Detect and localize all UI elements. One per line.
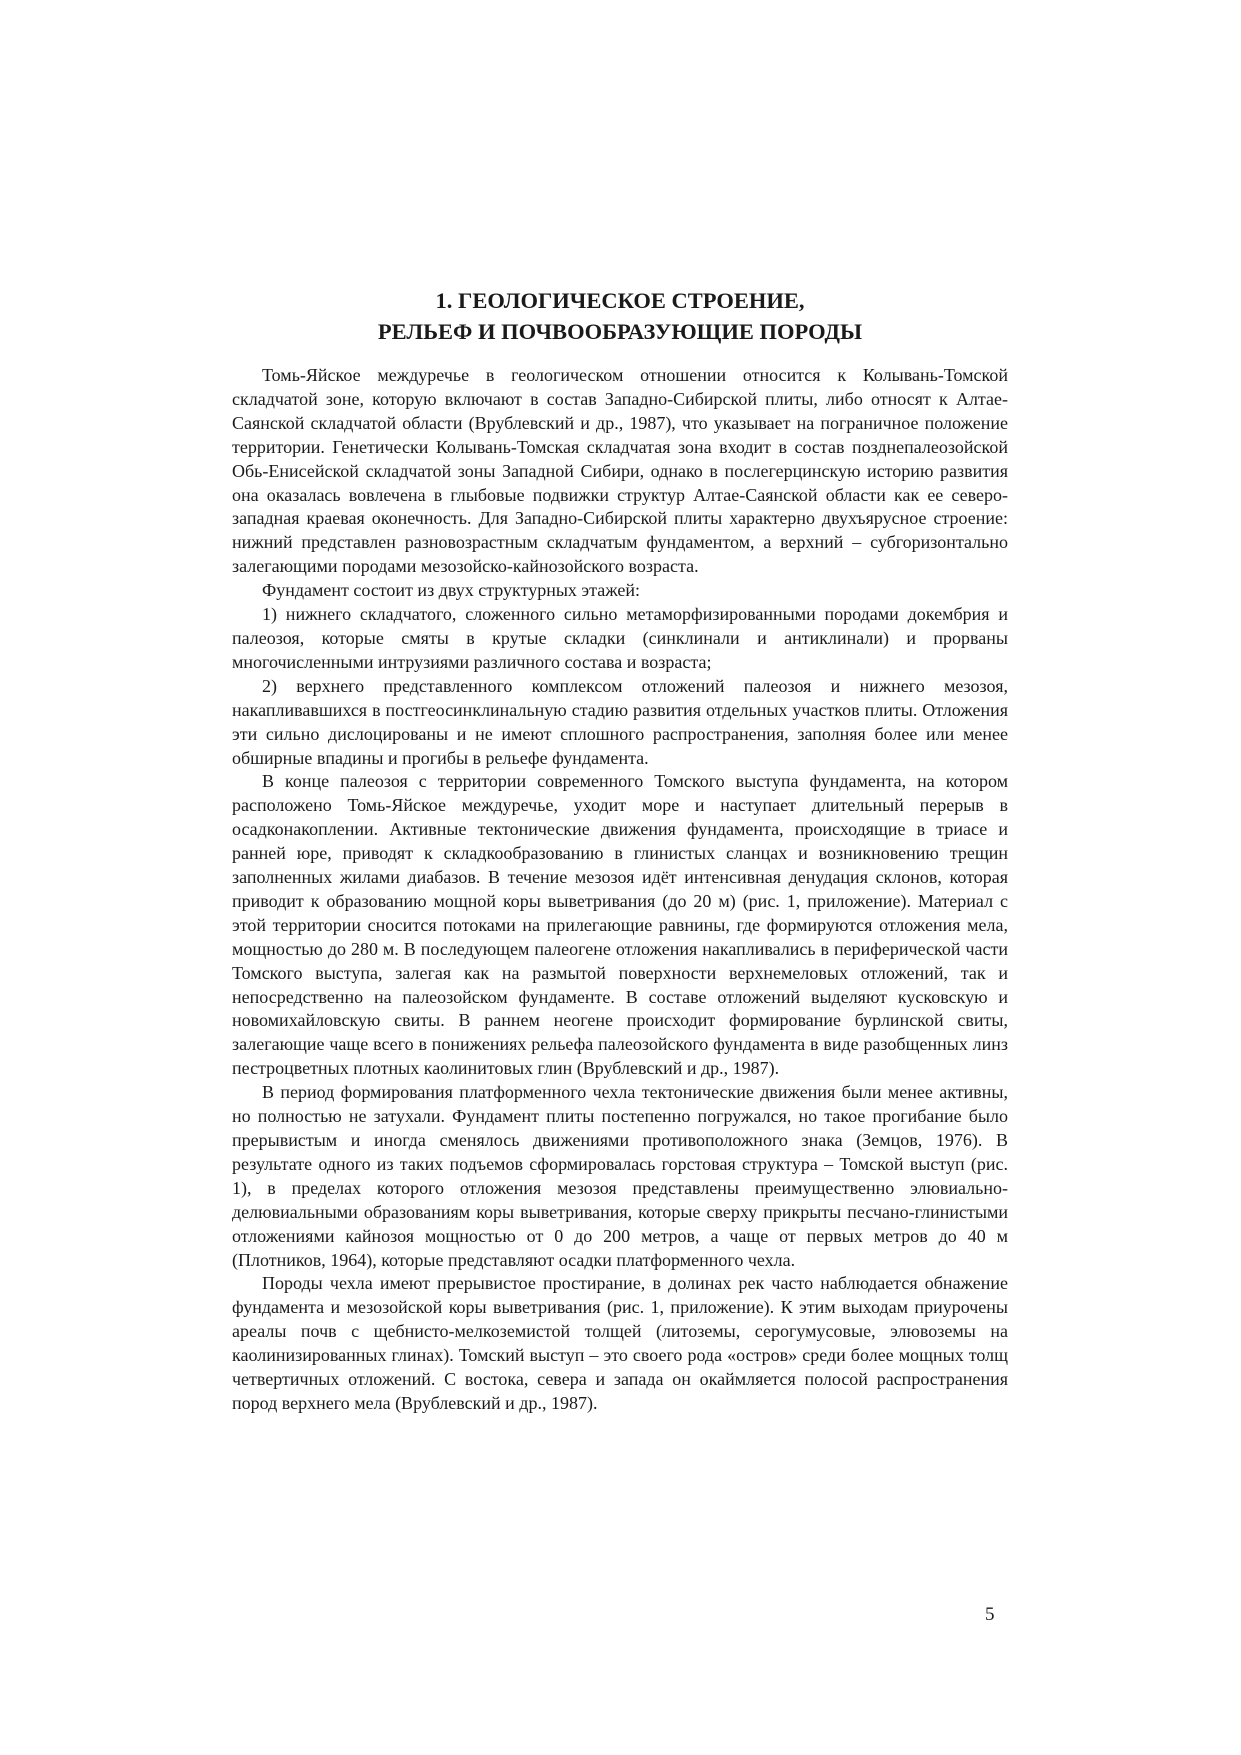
section-title-line-1: 1. ГЕОЛОГИЧЕСКОЕ СТРОЕНИЕ, bbox=[435, 288, 805, 313]
paragraph-paleozoic: В конце палеозоя с территории современного Томского выступа фундамента, на котором расположено Томь-Яйское междуречье, уходит море и наступает длительный перерыв в осадконакоплении. Активные тектонические движения фундамента, происходящие в триасе и ранней юре, приводят к складкообразованию в глинистых сланцах и возникновению трещин заполненных жилами диабазов. В течение мезозоя идёт интенсивная денудация склонов, которая приводит к образованию мощной коры выветривания (до 20 м) (рис. 1, приложение). Материал с этой территории сносится потоками на прилегающие равнины, где формируются отложения мела, мощностью до 280 м. В последующем палеогене отложения накапливались в периферической части Томского выступа, залегая как на размытой поверхности верхнемеловых отложений, так и непосредственно на палеозойском фундаменте. В составе отложений выделяют кусковскую и новомихайловскую свиты. В раннем неогене происходит формирование бурлинской свиты, залегающие чаще всего в понижениях рельефа палеозойского фундамента в виде разобщенных линз пестроцветных плотных каолинитовых глин (Врублевский и др., 1987). bbox=[232, 771, 1008, 1079]
paragraph-intro: Томь-Яйское междуречье в геологическом отношении относится к Колывань-Томской складчатой зоне, которую включают в состав Западно-Сибирской плиты, либо относят к Алтае-Саянской складчатой области (Врублевский и др., 1987), что указывает на пограничное положение территории. Генетически Колывань-Томская складчатая зона входит в состав позднепалеозойской Обь-Енисейской складчатой зоны Западной Сибири, однако в послегерцинскую историю развития она оказалась вовлечена в глыбовые подвижки структур Алтае-Саянской области как ее северо-западная краевая оконечность. Для Западно-Сибирской плиты характерно двухъярусное строение: нижний представлен разновозрастным складчатым фундаментом, а верхний – субгоризонтально залегающими породами мезозойско-кайнозойского возраста. bbox=[232, 365, 1008, 577]
paragraph-foundation: Фундамент состоит из двух структурных этажей: bbox=[262, 580, 641, 601]
page-number: 5 bbox=[985, 1604, 995, 1625]
paragraph-platform-cover: В период формирования платформенного чехла тектонические движения были менее активны, но полностью не затухали. Фундамент плиты постепенно погружался, но такое прогибание было прерывистым и иногда сменялось движениями противоположного знака (Земцов, 1976). В результате одного из таких подъемов сформировалась горстовая структура – Томской выступ (рис. 1), в пределах которого отложения мезозоя представлены преимущественно элювиально-делювиальными образованиям коры выветривания, которые сверху прикрыты песчано-глинистыми отложениями кайнозоя мощностью от 0 до 200 метров, а чаще от первых метров до 40 м (Плотников, 1964), которые представляют осадки платформенного чехла. bbox=[232, 1082, 1008, 1270]
section-title bbox=[232, 285, 1008, 347]
paragraph-cover-rocks: Породы чехла имеют прерывистое простирание, в долинах рек часто наблюдается обнажение фундамента и мезозойской коры выветривания (рис. 1, приложение). К этим выходам приурочены ареалы почв с щебнисто-мелкоземистой толщей (литоземы, серогумусовые, элювоземы на каолинизированных глинах). Томский выступ – это своего рода «остров» среди более мощных толщ четвертичных отложений. С востока, севера и запада он окаймляется полосой распространения пород верхнего мела (Врублевский и др., 1987). bbox=[232, 1273, 1008, 1413]
section-title-line-2: РЕЛЬЕФ И ПОЧВООБРАЗУЮЩИЕ ПОРОДЫ bbox=[377, 319, 863, 344]
paragraph-list-item-1: 1) нижнего складчатого, сложенного сильно метаморфизированными породами докембрия и палеозоя, которые смяты в крутые складки (синклинали и антиклинали) и прорваны многочисленными интрузиями различного состава и возраста; bbox=[232, 604, 1008, 672]
paragraph-list-item-2: 2) верхнего представленного комплексом отложений палеозоя и нижнего мезозоя, накапливавшихся в постгеосинклинальную стадию развития отдельных участков плиты. Отложения эти сильно дислоцированы и не имеют сплошного распространения, заполняя более или менее обширные впадины и прогибы в рельефе фундамента. bbox=[232, 675, 1008, 768]
body-text bbox=[232, 364, 1008, 1416]
